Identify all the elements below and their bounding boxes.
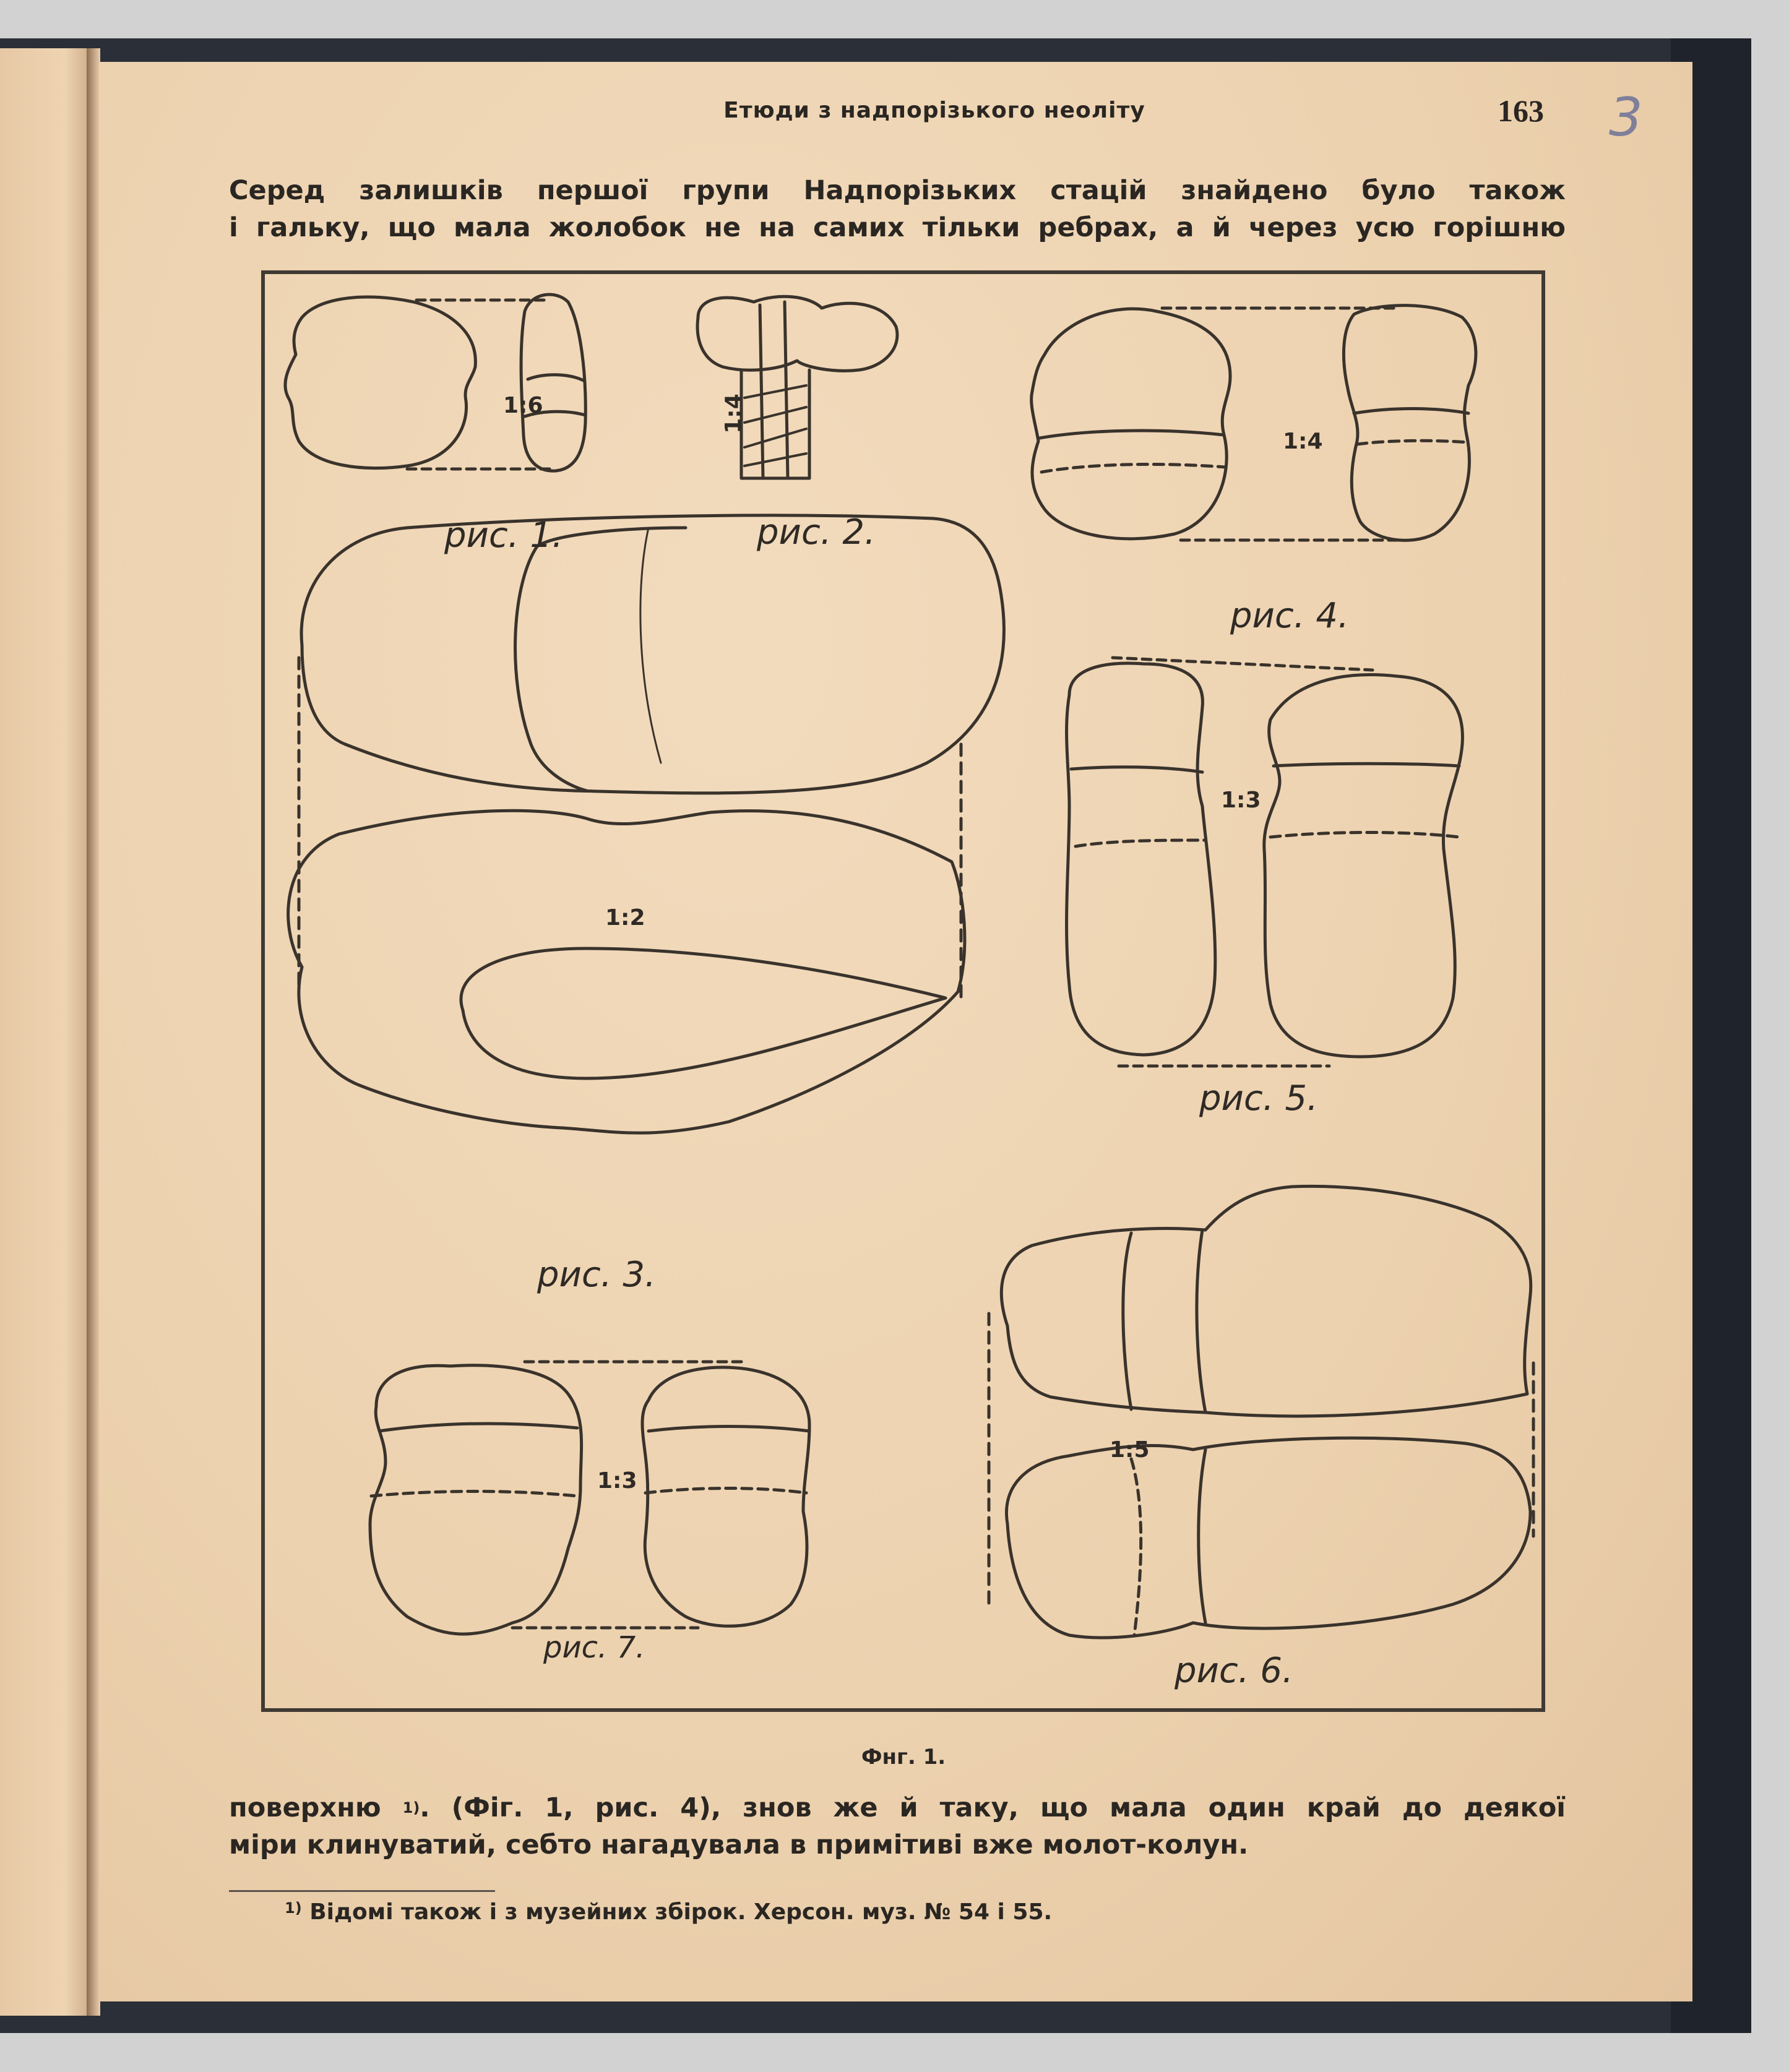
scale-label-fig3: 1:2 bbox=[605, 905, 645, 931]
figure-3-drawing bbox=[288, 515, 1004, 1133]
figure-caption: Фнг. 1. bbox=[861, 1745, 946, 1769]
footnote-text: Відомі також і з музейних збірок. Херсон. муз. № 54 і 55. bbox=[301, 1899, 1053, 1925]
stone-tools-drawing bbox=[265, 274, 1541, 1708]
footnote bbox=[285, 1899, 1052, 1925]
paragraph-2-line-1 bbox=[229, 1789, 1566, 1826]
handwritten-page-number: 3 bbox=[1609, 87, 1643, 148]
figure-6-drawing bbox=[989, 1186, 1533, 1637]
figure-1-label: рис. 1. bbox=[444, 515, 563, 556]
figure-6-label: рис. 6. bbox=[1175, 1651, 1293, 1691]
scale-label-fig1: 1:6 bbox=[503, 393, 543, 418]
footnote-mark: 1) bbox=[285, 1899, 302, 1917]
paragraph-2-line-2: міри клинуватий, себто нагадувала в примітиві вже молот-колун. bbox=[229, 1829, 1249, 1860]
page-gutter bbox=[87, 48, 100, 2016]
paragraph-2-text-pre: поверхню bbox=[229, 1792, 403, 1823]
figure-1-drawing bbox=[285, 294, 585, 471]
scale-label-fig4: 1:4 bbox=[1283, 429, 1323, 454]
figure-frame bbox=[261, 270, 1545, 1712]
figure-2-label: рис. 2. bbox=[757, 512, 876, 552]
paragraph-1-line-2: і гальку, що мала жолобок не на самих тільки ребрах, а й через усю горішню bbox=[229, 212, 1566, 243]
figure-7-label: рис. 7. bbox=[543, 1630, 645, 1665]
figure-3-label: рис. 3. bbox=[537, 1255, 656, 1295]
page-number: 163 bbox=[1498, 93, 1544, 128]
paragraph-2-text-post: . (Фіг. 1, рис. 4), знов же й таку, що мала один край до деякої bbox=[420, 1792, 1566, 1823]
footnote-reference: 1) bbox=[402, 1799, 420, 1816]
left-page-edge bbox=[0, 48, 93, 2016]
scale-label-fig2: 1:4 bbox=[720, 393, 746, 434]
footnote-rule bbox=[229, 1890, 495, 1892]
scale-label-fig6: 1:5 bbox=[1110, 1437, 1150, 1463]
scale-label-fig7: 1:3 bbox=[597, 1468, 637, 1494]
scale-label-fig5: 1:3 bbox=[1221, 788, 1261, 813]
running-head: Етюди з надпорізького неоліту bbox=[723, 98, 1145, 123]
figure-7-drawing bbox=[370, 1362, 809, 1634]
figure-2-drawing bbox=[697, 296, 897, 478]
figure-5-label: рис. 5. bbox=[1199, 1078, 1318, 1119]
figure-4-label: рис. 4. bbox=[1230, 596, 1349, 636]
figure-5-drawing bbox=[1067, 658, 1463, 1066]
figure-4-drawing bbox=[1032, 306, 1476, 541]
paragraph-1-line-1: Серед залишків першої групи Надпорізьких стацій знайдено було також bbox=[229, 175, 1566, 206]
